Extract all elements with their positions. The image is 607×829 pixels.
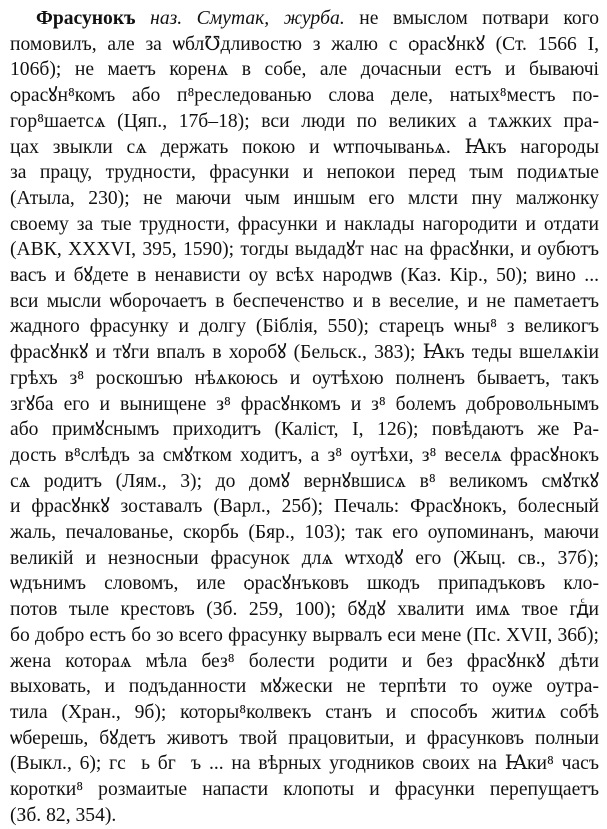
entry-text-line: фрасꙋнкꙋ и тꙋги впалъ в хоробꙋ (Бельск., 383); Ꙗкъ теды вшелѧкіи (10, 342, 599, 364)
entry-first-line (10, 6, 599, 32)
entry-text-line: сѧ родитъ (Лям., 3); до домꙋ вернꙋвшисѧ в⁸ великомъ смꙋткꙋ (10, 470, 599, 492)
entry-text-line: або примꙋснымъ приходитъ (Каліст, І, 126); повѣдаютъ же Ра- (10, 419, 599, 441)
entry-text-line: тила (Хран., 9б); которы⁸колвекъ станъ и способъ житиѧ собѣ (10, 701, 599, 723)
entry-text-line: (Атыла, 230); не маючи чым иншым его млсти пну малжонку (10, 187, 599, 209)
entry-text-line: дость в⁸слѣдъ за смꙋтком ходитъ, а з⁸ оутѣхи, з⁸ веселѧ фрасꙋнокъ (10, 444, 599, 466)
entry-text-line: бо добро естъ бо зо всего фрасунку вырвалъ еси мене (Пс. XVII, 36б); (10, 624, 599, 646)
dictionary-entry (10, 6, 599, 829)
entry-text-line: васъ и бꙋдете в ненависти оу всѣх народѡв (Каз. Кір., 50); вино ... (10, 265, 599, 287)
entry-text-line: ѡберешь, бꙋдетъ животъ твой працовитыи, и фрасунковъ полныи (10, 727, 599, 749)
entry-text-line: ѻрасꙋн⁸комъ або п⁸реследованью слова деле, натых⁸местъ по- (10, 85, 599, 107)
entry-text-line: и фрасꙋнкꙋ зоставалъ (Варл., 25б); Печаль: Фрасꙋнокъ, болесный (10, 496, 599, 518)
entry-text-line: великій и незносныи фрасунок длѧ ѡтходꙋ его (Жыц. св., 37б); (10, 547, 599, 569)
entry-text-line: 106б); не маетъ коренѧ в собе, але дочасныи естъ и бываючі (10, 59, 599, 81)
entry-text-line: цах звыкли сѧ держать покою и ѡтпочываньѧ. Ꙗкъ нагороды (10, 136, 599, 158)
entry-text-line: потов тыле крестовъ (Зб. 259, 100); бꙋдꙋ хвалити имѧ твое гдⷭи (10, 599, 599, 621)
entry-text-line: коротки⁸ розмаитые напасти клопоты и фрасунки перепущаетъ (10, 779, 599, 801)
entry-text-line: жаль, печалованье, скорбь (Бяр., 103); так его оупоминанъ, маючи (10, 522, 599, 544)
entry-text-line: (Выкл., 6); гсⷭь бгⷭъ ... на вѣрных угодников своих на Ꙗки⁸ часъ (10, 753, 599, 775)
entry-text-line: выховать, и подъданности мꙋжески не терпѣти то оуже оутра- (10, 676, 599, 698)
entry-text-line: (АВК, XXXVI, 395, 1590); тогды выдадꙋт нас на фрасꙋнки, и оубютъ (10, 239, 599, 261)
entry-text-line: за працу, трудности, фрасунки и непокои перед тым подиѧтые (10, 162, 599, 184)
entry-text-line: помовилъ, але за ѡбл℧дливостю з жалю с ѻрасꙋнкꙋ (Ст. 1566 І, (10, 33, 599, 55)
entry-text-line: (Зб. 82, 354). (10, 804, 117, 826)
entry-text-line: згꙋба его и вынищене з⁸ фрасꙋнкомъ и з⁸ болемъ добровольнымъ (10, 393, 599, 415)
entry-text-line: жена котораѧ мѣла без⁸ болести родити и без фрасꙋнкꙋ дѣти (10, 650, 599, 672)
entry-headword: Фрасунокъ (36, 8, 136, 29)
entry-text-line: грѣхъ з⁸ роскошъю нѣѧкоюсь и оутѣхою полненъ бываетъ, такъ (10, 367, 599, 389)
entry-text-line: вси мысли ѡборочаетъ в беспеченство и в веселие, и не паметаетъ (10, 290, 599, 312)
entry-text-line: не вмыслом потвари кого (359, 8, 600, 29)
entry-text-line: своему за тые трудности, фрасунки и наклады нагородити и отдати (10, 213, 599, 235)
entry-text-line: гор⁸шаетсѧ (Цяп., 17б–18); вси люди по великих а тѧжких пра- (10, 110, 599, 132)
entry-text-line: ѡдънимъ словомъ, иле ѻрасꙋнъковъ шкодъ припадъковъ кло- (10, 573, 599, 595)
entry-gloss: наз. Смутак, журба. (150, 8, 345, 29)
entry-text-line: жадного фрасунку и долгу (Біблія, 550); старецъ ѡны⁸ з великогъ (10, 316, 599, 338)
